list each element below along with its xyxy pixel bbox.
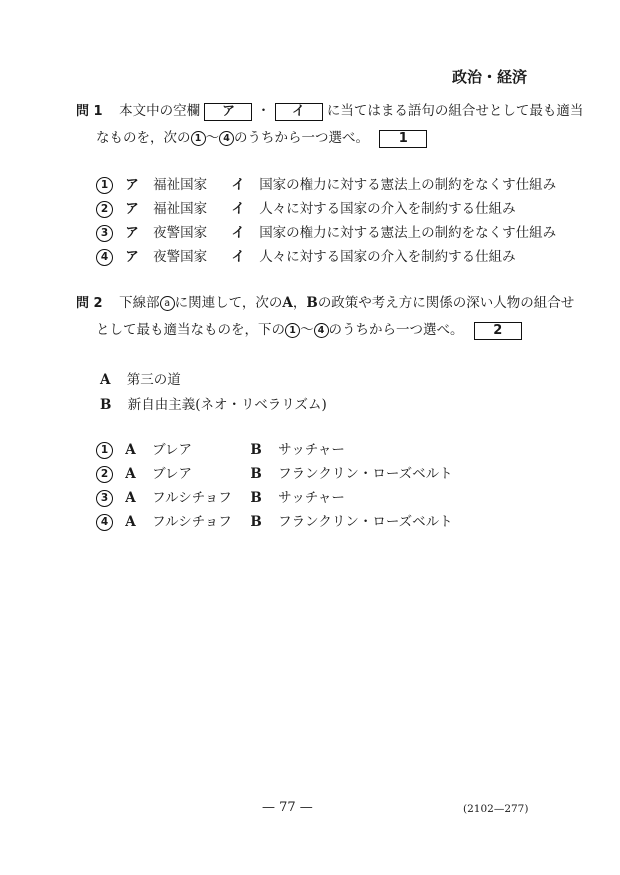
option-key-a: A	[125, 514, 136, 530]
option-value-i: 国家の権力に対する憲法上の制約をなくす仕組み	[259, 177, 557, 193]
item-text: 新自由主義(ネオ・リベラリズム)	[127, 397, 327, 413]
q1-text-2a: なものを，次の	[96, 130, 191, 146]
range-to-circle: 4	[314, 323, 329, 338]
q2-a-label: A	[282, 295, 293, 311]
page-number: — 77 —	[262, 800, 313, 815]
option-value-b: サッチャー	[278, 442, 345, 458]
q1-label: 問 1	[76, 104, 103, 119]
option-value-a: 福祉国家	[153, 177, 208, 193]
q1-option[interactable]	[96, 173, 556, 194]
option-value-a: ブレア	[152, 466, 193, 482]
option-number-circle: 2	[96, 466, 113, 483]
option-number-circle: 3	[96, 490, 113, 507]
q1-line2	[96, 126, 427, 148]
option-key-a: ア	[125, 225, 139, 241]
option-key-a: ア	[125, 249, 139, 265]
option-value-b: フランクリン・ローズベルト	[278, 514, 453, 530]
q2-text-1b: に関連して，次の	[174, 295, 283, 311]
option-key-b: B	[250, 490, 262, 506]
option-value-a: 夜警国家	[153, 249, 208, 265]
option-value-i: 人々に対する国家の介入を制約する仕組み	[259, 201, 516, 217]
option-key-a: ア	[125, 201, 139, 217]
blank-box-a: ア	[204, 103, 252, 121]
q1-option[interactable]	[96, 197, 516, 218]
option-number-circle: 4	[96, 514, 113, 531]
subject-title: 政治・経済	[452, 68, 528, 86]
q2-option[interactable]	[96, 510, 453, 531]
item-key: B	[100, 397, 112, 413]
q2-option[interactable]	[96, 438, 345, 459]
q2-text-2a: として最も適当なものを，下の	[96, 322, 285, 338]
q2-item	[100, 368, 181, 388]
answer-box-2: 2	[474, 322, 522, 340]
item-text: 第三の道	[126, 372, 181, 388]
underline-ref-circle: a	[160, 296, 175, 311]
option-key-a: A	[125, 466, 136, 482]
blank-box-i: イ	[275, 103, 323, 121]
q1-text-1a: 本文中の空欄	[119, 103, 201, 119]
option-key-i: イ	[231, 177, 245, 193]
q2-text-1a: 下線部	[119, 295, 160, 311]
q2-line1	[76, 291, 574, 311]
option-value-b: フランクリン・ローズベルト	[278, 466, 453, 482]
option-number-circle: 4	[96, 249, 113, 266]
q2-comma: ，	[292, 295, 307, 311]
answer-box-1: 1	[379, 130, 427, 148]
range-to-circle: 4	[219, 131, 234, 146]
q2-option[interactable]	[96, 462, 453, 483]
q1-option[interactable]	[96, 221, 556, 242]
q2-b-label: B	[306, 295, 318, 311]
q2-text-1c: の政策や考え方に関係の深い人物の組合せ	[317, 295, 575, 311]
option-key-a: A	[125, 490, 136, 506]
option-number-circle: 3	[96, 225, 113, 242]
range-tilde: ～	[300, 322, 314, 338]
option-value-a: フルシチョフ	[152, 490, 232, 506]
option-key-i: イ	[231, 225, 245, 241]
option-key-i: イ	[231, 201, 245, 217]
q2-label: 問 2	[76, 296, 103, 311]
option-number-circle: 1	[96, 442, 113, 459]
option-value-i: 国家の権力に対する憲法上の制約をなくす仕組み	[259, 225, 557, 241]
option-value-a: 福祉国家	[153, 201, 208, 217]
range-from-circle: 1	[285, 323, 300, 338]
q1-separator: ・	[256, 103, 271, 119]
option-number-circle: 1	[96, 177, 113, 194]
exam-code: (2102—277)	[463, 803, 529, 815]
option-value-a: ブレア	[152, 442, 193, 458]
option-key-b: B	[250, 442, 262, 458]
q2-text-2b: のうちから一つ選べ。	[328, 322, 464, 338]
item-key: A	[100, 372, 111, 388]
q2-line2	[96, 318, 522, 340]
q1-text-1b: に当てはまる語句の組合せとして最も適当	[326, 103, 584, 119]
q2-item	[100, 393, 327, 413]
option-value-a: 夜警国家	[153, 225, 208, 241]
range-tilde: ～	[205, 130, 219, 146]
q1-option[interactable]	[96, 245, 516, 266]
q1-line1	[76, 99, 583, 121]
option-value-b: サッチャー	[278, 490, 345, 506]
option-number-circle: 2	[96, 201, 113, 218]
q1-text-2b: のうちから一つ選べ。	[234, 130, 369, 146]
option-key-i: イ	[231, 249, 245, 265]
q2-option[interactable]	[96, 486, 345, 507]
option-key-b: B	[250, 466, 262, 482]
option-value-i: 人々に対する国家の介入を制約する仕組み	[259, 249, 516, 265]
range-from-circle: 1	[191, 131, 206, 146]
option-key-b: B	[250, 514, 262, 530]
option-key-a: ア	[125, 177, 139, 193]
option-key-a: A	[125, 442, 136, 458]
option-value-a: フルシチョフ	[152, 514, 232, 530]
